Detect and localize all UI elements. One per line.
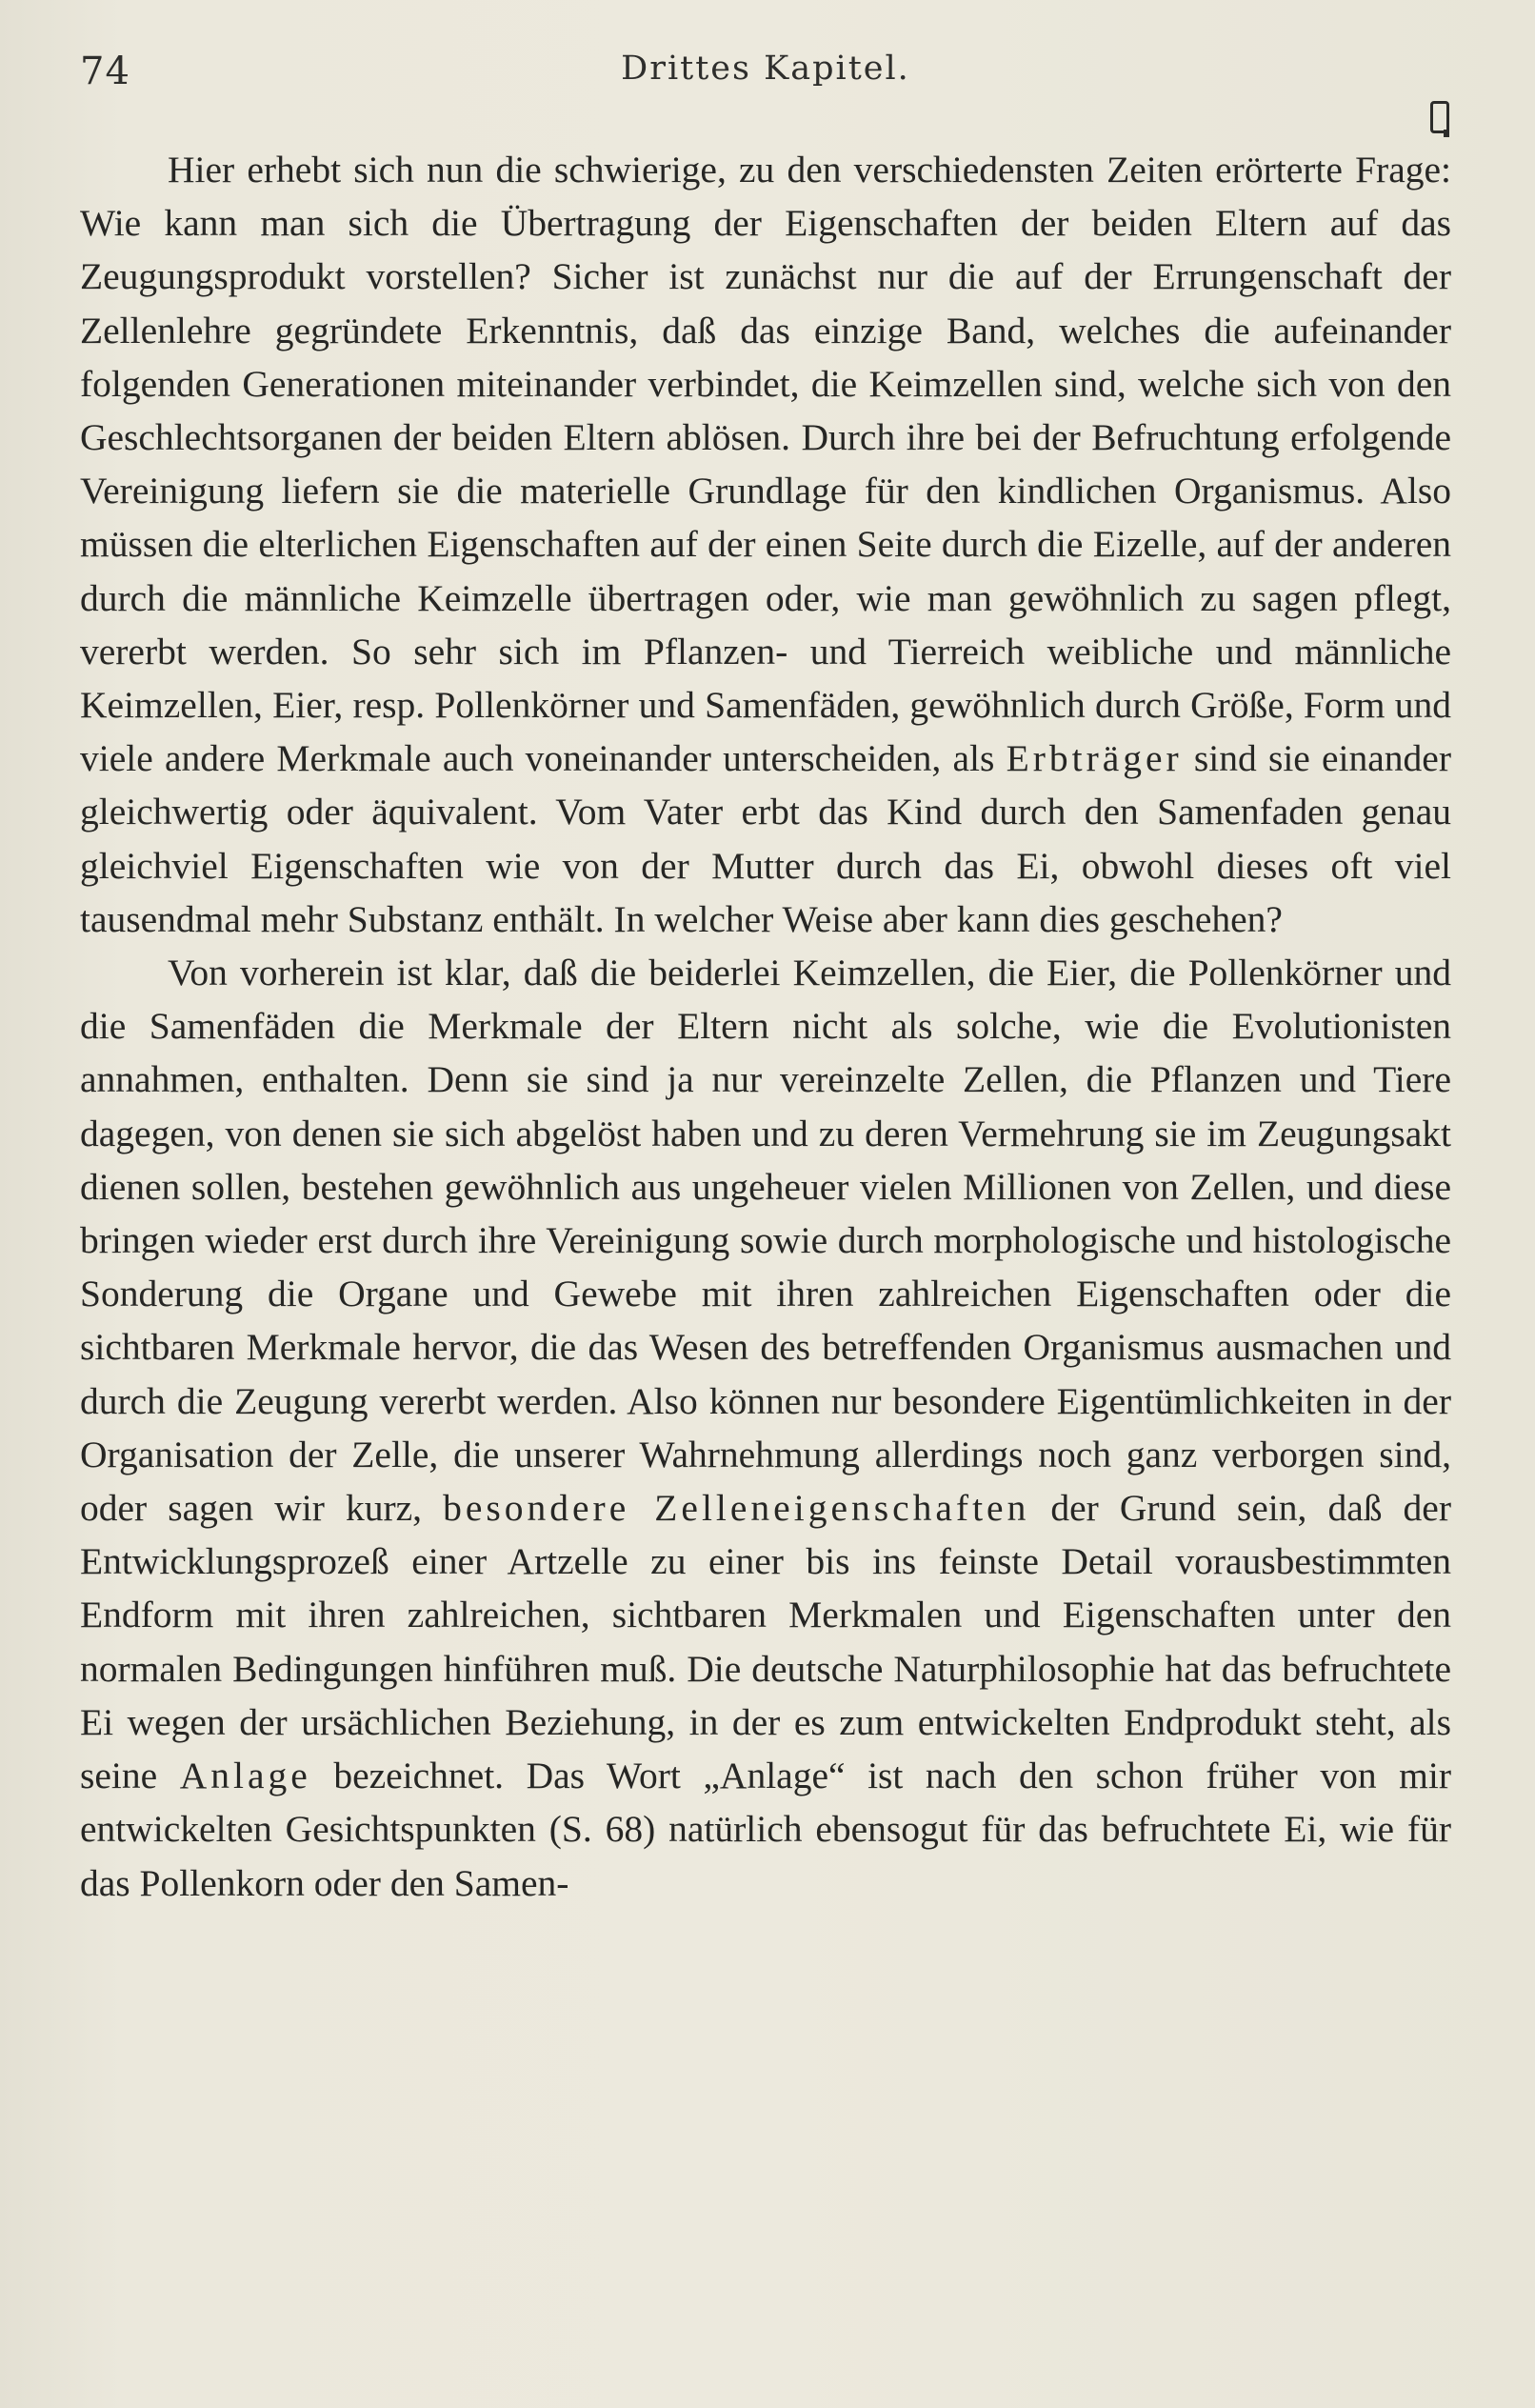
emphasized-term: Erbträger xyxy=(1006,737,1183,780)
page-number: 74 xyxy=(80,50,130,93)
paragraph xyxy=(80,946,1451,1910)
paragraph-text: Von vorherein ist klar, daß die beiderlei Keimzellen, die Eier, die Pollenkörner und die Samenfäden die Merkmale der Eltern nicht als solche, wie die Evolutionisten annahmen, enthalten. Denn sie sind ja nur vereinzelte Zellen, die Pflanzen und Tiere dagegen, von denen sie sich abgelöst haben und zu deren Vermehrung sie im Zeugungsakt dienen sollen, bestehen gewöhnlich aus ungeheuer vielen Millionen von Zellen, und diese bringen wieder erst durch ihre Vereinigung sowie durch morphologische und histologische Sonderung die Organe und Gewebe mit ihren zahlreichen Eigenschaften oder die sichtbaren Merkmale hervor, die das Wesen des betreffenden Organismus ausmachen und durch die Zeugung vererbt werden. Also können nur besondere Eigentümlichkeiten in der Organisation der Zelle, die unserer Wahrnehmung allerdings noch ganz verborgen sind, oder sagen wir kurz, xyxy=(80,952,1451,1530)
paragraph-text: Hier erhebt sich nun die schwierige, zu den verschiedensten Zeiten erörterte Frage: Wie kann man sich die Übertragung der Eigenschaften der beiden Eltern auf das Zeugungsprodukt vorstellen? Sicher ist zunächst nur die auf der Errungenschaft der Zellenlehre gegründete Erkenntnis, daß das einzige Band, welches die aufeinander folgenden Generationen miteinander verbindet, die Keimzellen sind, welche sich von den Geschlechtsorganen der beiden Eltern ablösen. Durch ihre bei der Befruchtung erfolgende Vereinigung liefern sie die materielle Grundlage für den kindlichen Organismus. Also müssen die elterlichen Eigenschaften auf der einen Seite durch die Eizelle, auf der anderen durch die männliche Keimzelle übertragen oder, wie man gewöhnlich zu sagen pflegt, vererbt werden. So sehr sich im Pflanzen- und Tierreich weibliche und männliche Keimzellen, Eier, resp. Pollenkörner und Samenfäden, gewöhnlich durch Größe, Form und viele andere Merkmale auch voneinander unterscheiden, als xyxy=(80,149,1451,780)
running-head: Drittes Kapitel. xyxy=(621,50,910,88)
emphasized-term: Anlage xyxy=(179,1755,311,1797)
page-header xyxy=(80,50,1451,107)
paragraph-text: sind sie einander gleichwertig oder äquivalent. Vom Vater erbt das Kind durch den Samenfaden genau gleichviel Eigenschaften wie von der Mutter durch das Ei, obwohl dieses oft viel tausendmal mehr Substanz enthält. In welcher Weise aber kann dies geschehen? xyxy=(80,737,1451,940)
body-text xyxy=(80,143,1451,1910)
paragraph-text: bezeichnet. Das Wort „Anlage“ ist nach den schon früher von mir entwickelten Gesichtspunkten (S. 68) natürlich ebensogut für das befruchtete Ei, wie für das Pollenkorn oder den Samen- xyxy=(80,1755,1451,1904)
emphasized-term: besondere Zelleneigenschaften xyxy=(443,1487,1030,1530)
paragraph-text: der Grund sein, daß der Entwicklungsprozeß einer Artzelle zu einer bis ins feinste Detail vorausbestimmten Endform mit ihren zahlreichen, sichtbaren Merkmalen und Eigenschaften unter den normalen Bedingungen hinführen muß. Die deutsche Naturphilosophie hat das befruchtete Ei wegen der ursächlichen Beziehung, in der es zum entwickelten Endprodukt steht, als seine xyxy=(80,1487,1451,1797)
paragraph xyxy=(80,143,1451,946)
bookmark-icon xyxy=(1428,99,1449,141)
